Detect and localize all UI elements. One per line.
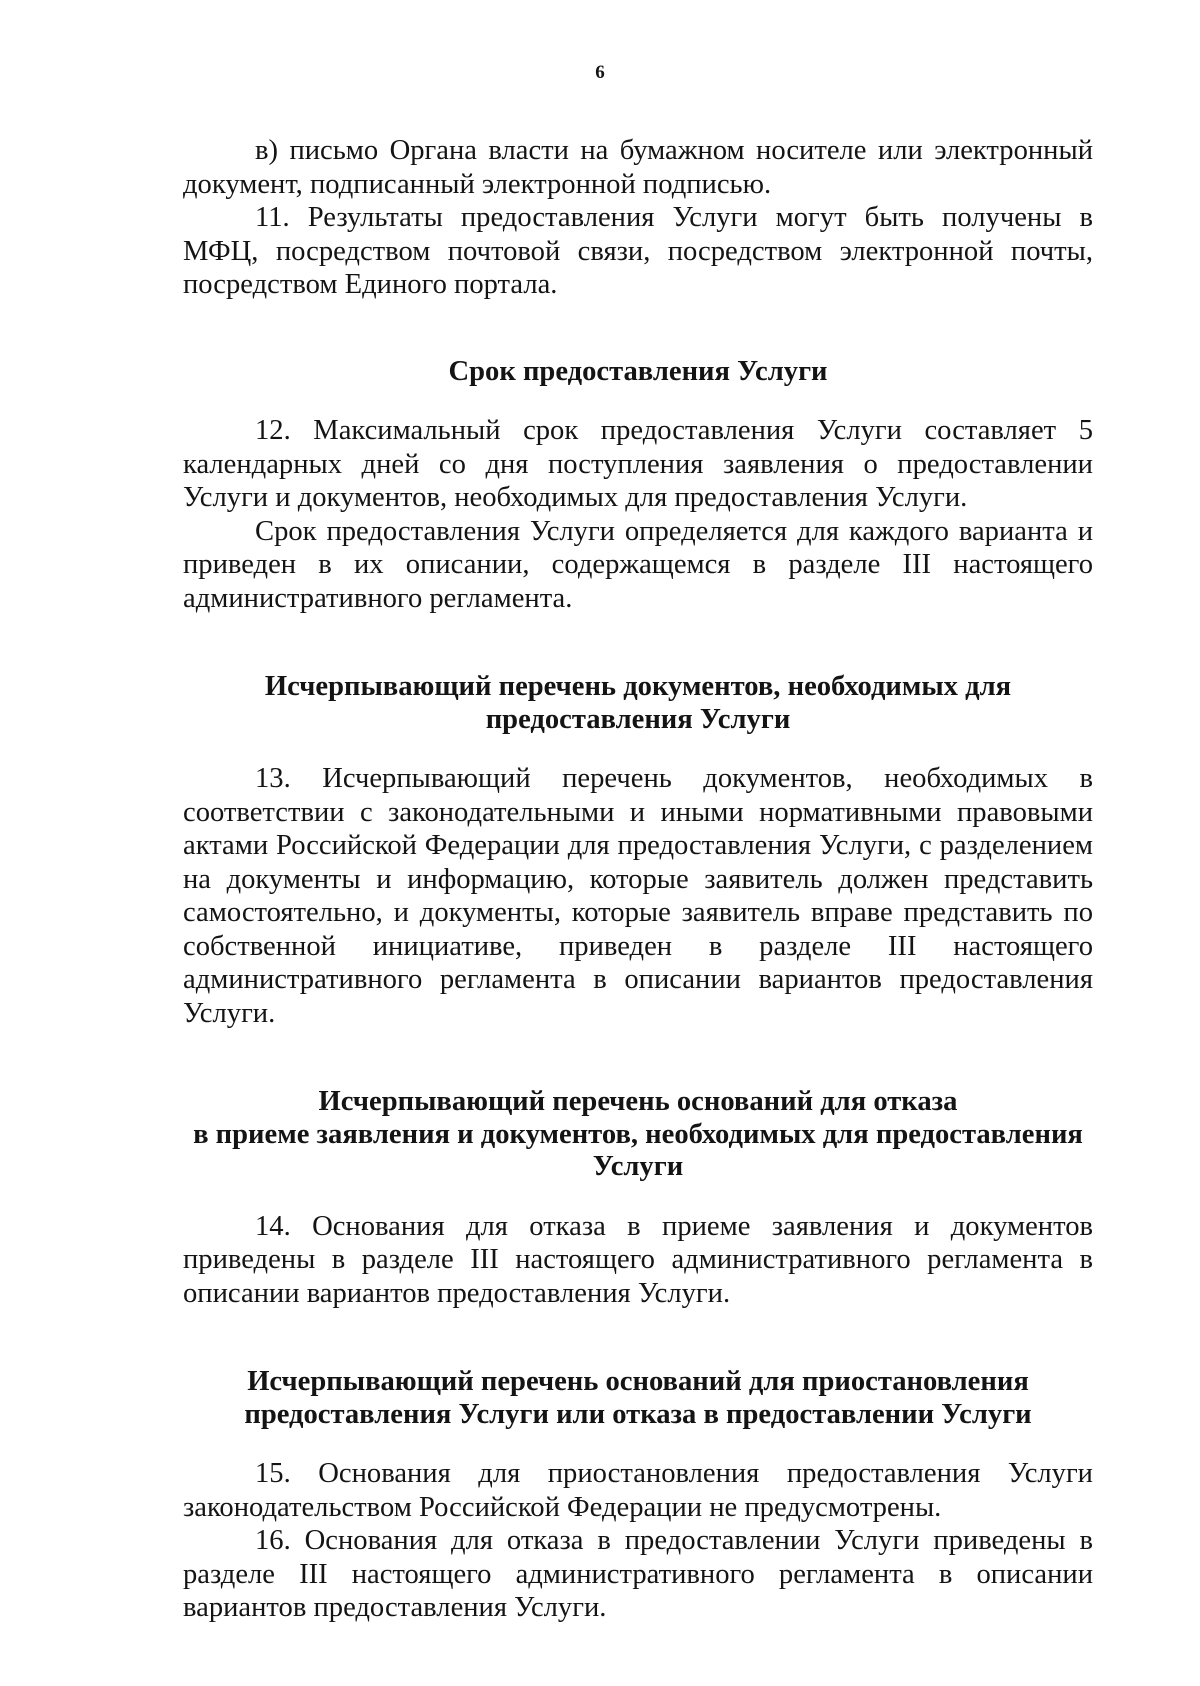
heading-line: Услуги: [592, 1151, 684, 1182]
paragraph-11: 11. Результаты предоставления Услуги могут быть получены в МФЦ, посредством почтовой связи, посредством электронной почты, посредством Единого портала.: [183, 202, 1093, 300]
document-body: [183, 134, 1093, 1625]
paragraph-13: 13. Исчерпывающий перечень документов, необходимых в соответствии с законодательными и иными нормативными правовыми актами Российской Федерации для предоставления Услуги, с разделением на документы и информацию, которые заявитель должен представить самостоятельно, и документы, которые заявитель вправе представить по собственной инициативе, приведен в разделе III настоящего административного регламента в описании вариантов предоставления Услуги.: [183, 763, 1093, 1029]
paragraph-14: 14. Основания для отказа в приеме заявления и документов приведены в разделе III настоящего административного регламента в описании вариантов предоставления Услуги.: [183, 1210, 1093, 1309]
heading-line: Исчерпывающий перечень оснований для приостановления: [247, 1366, 1029, 1397]
section-heading-documents: [183, 671, 1093, 736]
section-heading-suspension: [183, 1366, 1093, 1431]
section-heading-term: [183, 356, 1093, 389]
heading-line: предоставления Услуги или отказа в предоставлении Услуги: [244, 1398, 1032, 1430]
paragraph-15: 15. Основания для приостановления предоставления Услуги законодательством Российской Федерации не предусмотрены.: [183, 1458, 1093, 1523]
heading-line: предоставления Услуги: [485, 703, 791, 735]
paragraph-12: 12. Максимальный срок предоставления Услуги составляет 5 календарных дней со дня поступления заявления о предоставлении Услуги и документов, необходимых для предоставления Услуги.: [183, 415, 1093, 513]
heading-line: Исчерпывающий перечень документов, необходимых для: [264, 671, 1012, 702]
heading-line: Исчерпывающий перечень оснований для отказа: [318, 1086, 958, 1117]
paragraph-10v: в) письмо Органа власти на бумажном носителе или электронный документ, подписанный электронной подписью.: [183, 135, 1093, 200]
page-number: 6: [595, 62, 605, 83]
paragraph-12-term: Срок предоставления Услуги определяется для каждого варианта и приведен в их описании, содержащемся в разделе III настоящего административного регламента.: [183, 515, 1093, 614]
paragraph-16: 16. Основания для отказа в предоставлении Услуги приведены в разделе III настоящего административного регламента в описании вариантов предоставления Услуги.: [183, 1525, 1093, 1623]
heading-line: Срок предоставления Услуги: [448, 355, 828, 387]
section-heading-refusal-acceptance: [183, 1086, 1093, 1184]
heading-line: в приеме заявления и документов, необходимых для предоставления: [193, 1118, 1083, 1150]
